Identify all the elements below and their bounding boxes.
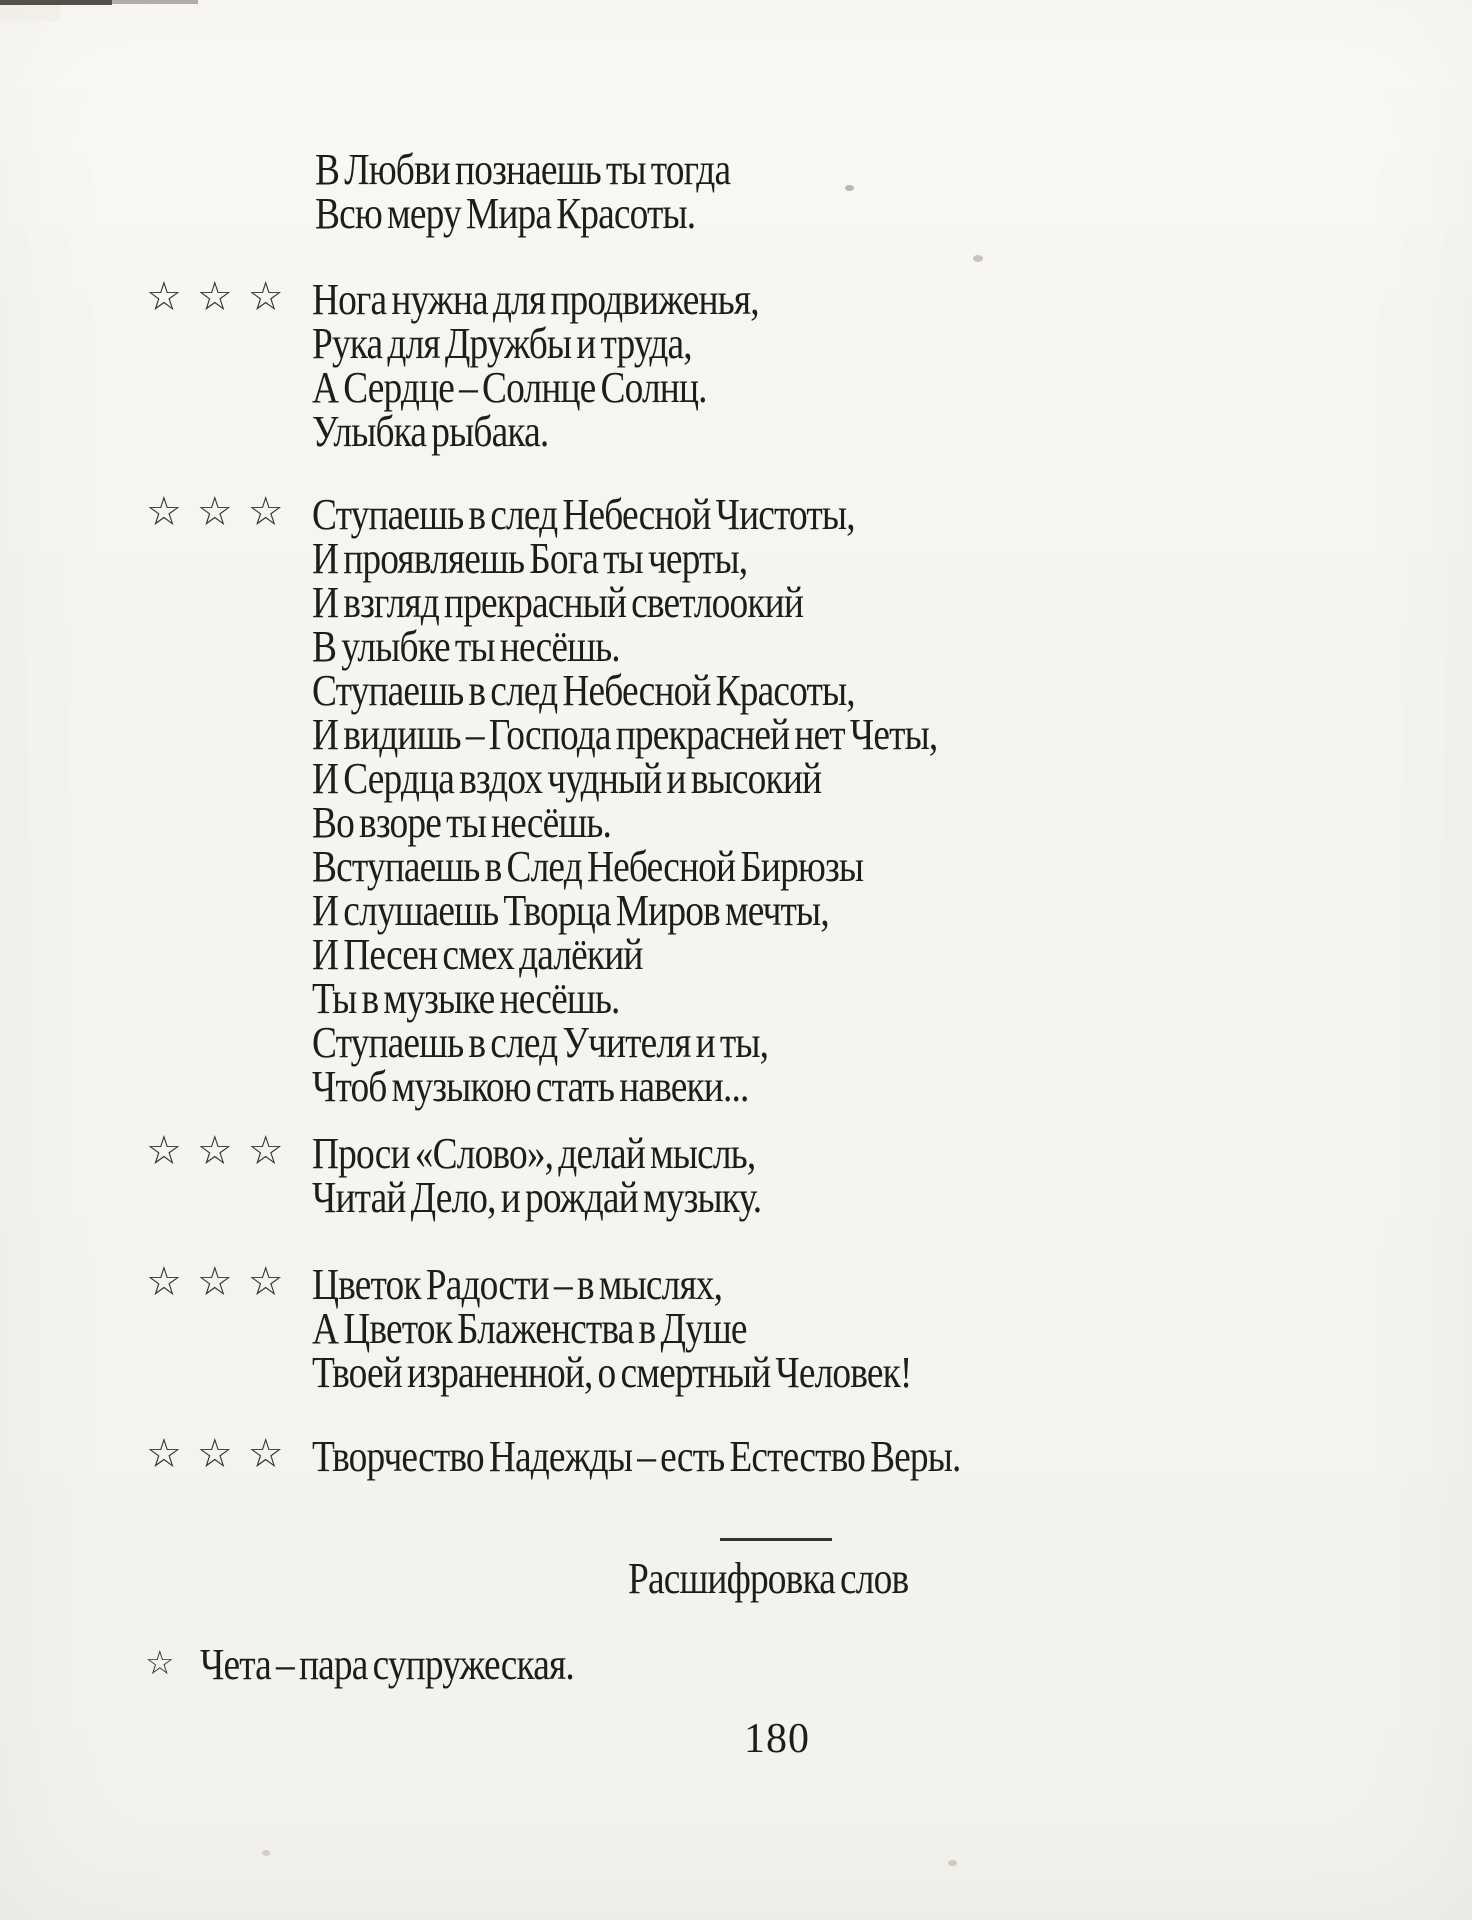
poem-line: А Сердце – Солнце Солнц. (312, 363, 707, 412)
poem-line: Ступаешь в след Небесной Чистоты, (312, 490, 855, 539)
stanza-lines (312, 275, 759, 456)
footnote-text (200, 1640, 574, 1689)
stanza-lines (312, 1129, 762, 1222)
poem-line: И слушаешь Творца Миров мечты, (312, 886, 829, 935)
scan-speck (845, 185, 854, 191)
star-icon: ☆ (146, 1259, 182, 1305)
poem-line: И видишь – Господа прекрасней нет Четы, (312, 710, 938, 759)
star-icon: ☆ (196, 1128, 233, 1174)
star-icon: ☆ (247, 1431, 284, 1477)
poem-line: Читай Дело, и рождай музыку. (312, 1173, 762, 1222)
poem-line: И Сердца вздох чудный и высокий (312, 754, 822, 803)
poem-line: Во взоре ты несёшь. (312, 798, 611, 847)
stanza-markers (146, 1260, 312, 1304)
poem-line: И взгляд прекрасный светлоокий (312, 578, 803, 627)
stanza (146, 1431, 1075, 1481)
star-icon: ☆ (146, 274, 182, 320)
scan-artifact (112, 0, 198, 4)
stanza-markers (146, 275, 312, 319)
star-icon: ☆ (247, 489, 284, 535)
poem-line: Ступаешь в след Учителя и ты, (312, 1018, 769, 1067)
poem-line: Улыбка рыбака. (312, 407, 549, 456)
star-icon: ☆ (247, 1259, 284, 1305)
poem-line: И Песен смех далёкий (312, 930, 643, 979)
poem-line: А Цветок Блаженства в Душе (312, 1304, 747, 1353)
star-icon: ☆ (146, 489, 182, 535)
stanza-lines (312, 490, 938, 1111)
poem-line: И проявляешь Бога ты черты, (312, 534, 748, 583)
stanza (315, 145, 803, 238)
poem-line: Рука для Дружбы и труда, (312, 319, 692, 368)
divider-rule (720, 1538, 832, 1541)
poem-line: Творчество Надежды – есть Естество Веры. (312, 1432, 961, 1481)
poem-line: В улыбке ты несёшь. (312, 622, 620, 671)
glossary-heading: Расшифровка слов (628, 1554, 909, 1603)
star-icon: ☆ (196, 489, 233, 535)
star-icon: ☆ (145, 1643, 175, 1682)
star-icon: ☆ (146, 1431, 182, 1477)
star-icon: ☆ (247, 1128, 284, 1174)
glossary-entry: Чета – пара супружеская. (200, 1640, 574, 1689)
star-icon: ☆ (196, 1259, 233, 1305)
poem-line: Цветок Радости – в мыслях, (312, 1260, 723, 1309)
poem-line: Ты в музыке несёшь. (312, 974, 620, 1023)
poem-line: Проси «Слово», делай мысль, (312, 1129, 756, 1178)
poem-line: Твоей израненной, о смертный Человек! (312, 1348, 912, 1397)
stanza-markers (146, 1432, 312, 1476)
poem-line: В Любви познаешь ты тогда (315, 145, 731, 194)
footnote (145, 1640, 640, 1689)
poem-line: Нога нужна для продвиженья, (312, 275, 759, 324)
stanza-lines (312, 1432, 961, 1481)
scan-artifact (0, 5, 60, 21)
stanza (146, 274, 838, 456)
star-icon: ☆ (196, 1431, 233, 1477)
scan-speck (948, 1860, 957, 1866)
poem-line: Ступаешь в след Небесной Красоты, (312, 666, 855, 715)
star-icon: ☆ (196, 274, 233, 320)
poem-line: Чтоб музыкою стать навеки... (312, 1062, 749, 1111)
page-number: 180 (744, 1716, 810, 1762)
scan-speck (973, 255, 983, 262)
stanza-lines (315, 145, 731, 238)
poem-line: Всю меру Мира Красоты. (315, 189, 696, 238)
stanza (146, 1128, 840, 1222)
stanza-markers (146, 1129, 312, 1173)
star-icon: ☆ (146, 1128, 182, 1174)
star-icon: ☆ (247, 274, 284, 320)
stanza (146, 1259, 1017, 1397)
stanza-lines (312, 1260, 912, 1397)
scan-speck (262, 1850, 270, 1856)
poem-line: Вступаешь в След Небесной Бирюзы (312, 842, 864, 891)
stanza-markers (146, 490, 312, 534)
stanza (146, 489, 1048, 1111)
